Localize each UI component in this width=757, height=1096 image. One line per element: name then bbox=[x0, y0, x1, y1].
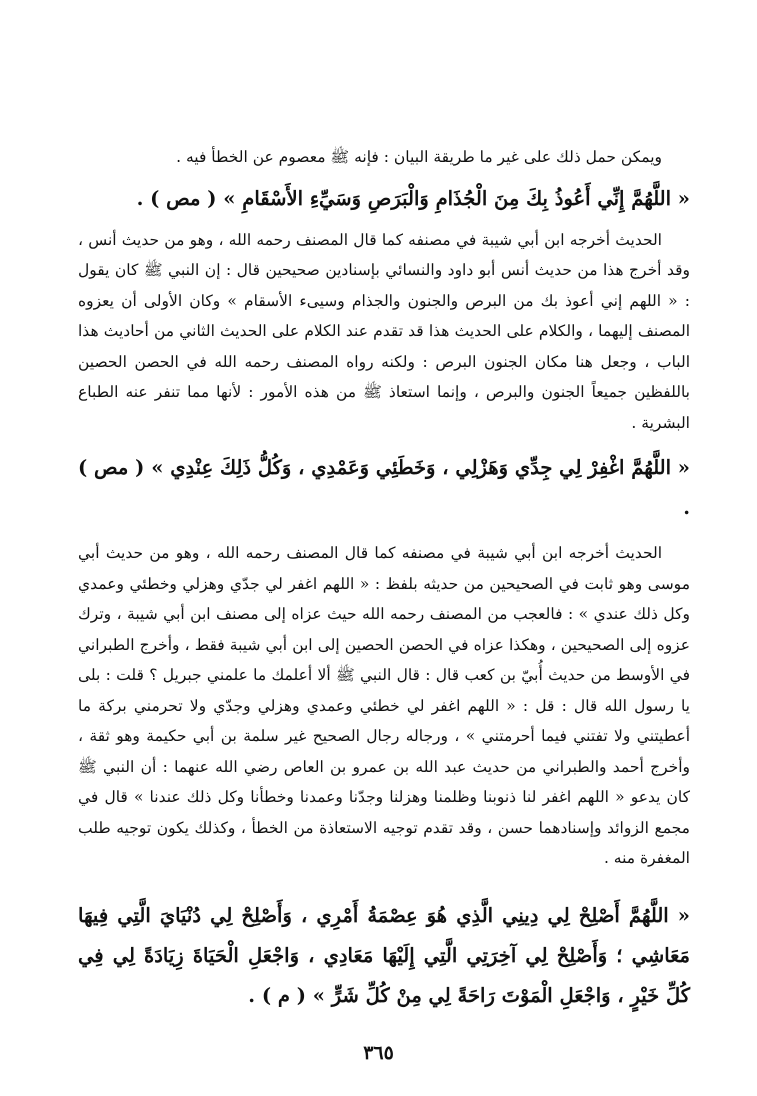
page-body bbox=[78, 142, 690, 1016]
dua-heading-3: « اللَّهُمَّ أَصْلِحْ لِي دِينِي الَّذِي هُوَ عِصْمَةُ أَمْرِي ، وَأَصْلِحْ لِي دُنْيَايَ الَّتِي فِيهَا مَعَاشِي ؛ وَأَصْلِحْ لِي آخِرَتِي الَّتِي إِلَيْهَا مَعَادِي ، وَاجْعَلِ الْحَيَاةَ زِيَادَةً لِي فِي كُلِّ خَيْرٍ ، وَاجْعَلِ الْمَوْتَ رَاحَةً لِي مِنْ كُلِّ شَرٍّ » ( م ) . bbox=[78, 903, 690, 1007]
dua-heading-1: « اللَّهُمَّ إِنِّي أَعُوذُ بِكَ مِنَ الْجُذَامِ وَالْبَرَصِ وَسَيِّءِ الأَسْقَامِ » ( مص ) . bbox=[136, 186, 690, 210]
commentary-paragraph-1: الحديث أخرجه ابن أبي شيبة في مصنفه كما قال المصنف رحمه الله ، وهو من حديث أنس ، وقد أخرج هذا من حديث أنس أبو داود والنسائي بإسنادين صحيحين قال : إن النبي ﷺ كان يقول : « اللهم إني أعوذ بك من البرص والجنون والجذام وسيىء الأسقام » وكان الأولى أن يعزوه المصنف إليهما ، والكلام على الحديث هذا قد تقدم عند الكلام على الحديث الثاني من أحاديث هذا الباب ، وجعل هنا مكان الجنون البرص : ولكنه رواه المصنف رحمه الله في الحصن الحصين باللفظين جميعاً الجنون والبرص ، وإنما استعاذ ﷺ من هذه الأمور : لأنها مما تنفر عنه الطباع البشرية . bbox=[78, 230, 690, 432]
dua-heading-2: « اللَّهُمَّ اغْفِرْ لِي جِدِّي وَهَزْلِي ، وَخَطَئِي وَعَمْدِي ، وَكُلُّ ذَلِكَ عِنْدِي » ( مص ) . bbox=[78, 456, 690, 519]
page-number: ٣٦٥ bbox=[363, 1042, 394, 1064]
intro-paragraph: ويمكن حمل ذلك على غير ما طريقة البيان : فإنه ﷺ معصوم عن الخطأ فيه . bbox=[176, 148, 662, 166]
commentary-paragraph-2: الحديث أخرجه ابن أبي شيبة في مصنفه كما قال المصنف رحمه الله ، وهو من حديث أبي موسى وهو ثابت في الصحيحين من حديثه بلفظ : « اللهم اغفر لي جدّي وهزلي وخطئي وعمدي وكل ذلك عندي » : فالعجب من المصنف رحمه الله حيث عزاه إلى مصنف ابن أبي شيبة ، وترك عزوه إلى الصحيحين ، وهكذا عزاه في الحصن الحصين إلى ابن أبي شيبة فقط ، وأخرج الطبراني في الأوسط من حديث أُبيّ بن كعب قال : قال النبي ﷺ ألا أعلمك ما علمني جبريل ؟ قلت : بلى يا رسول الله قال : قل : « اللهم اغفر لي خطئي وعمدي وهزلي وجدّي ولا تحرمني بركة ما أعطيتني ولا تفتني فيما أحرمتني » ، ورجاله رجال الصحيح غير سلمة بن أبي حكيمة وهو ثقة ، وأخرج أحمد والطبراني من حديث عبد الله بن عمرو بن العاص رضي الله عنهما : أن النبي ﷺ كان يدعو « اللهم اغفر لنا ذنوبنا وظلمنا وهزلنا وجدّنا وعمدنا وخطأنا وكل ذلك عندنا » قال في مجمع الزوائد وإسنادهما حسن ، وقد تقدم توجيه الاستعاذة من الخطأ ، وكذلك يكون توجيه طلب المغفرة منه . bbox=[78, 544, 690, 867]
